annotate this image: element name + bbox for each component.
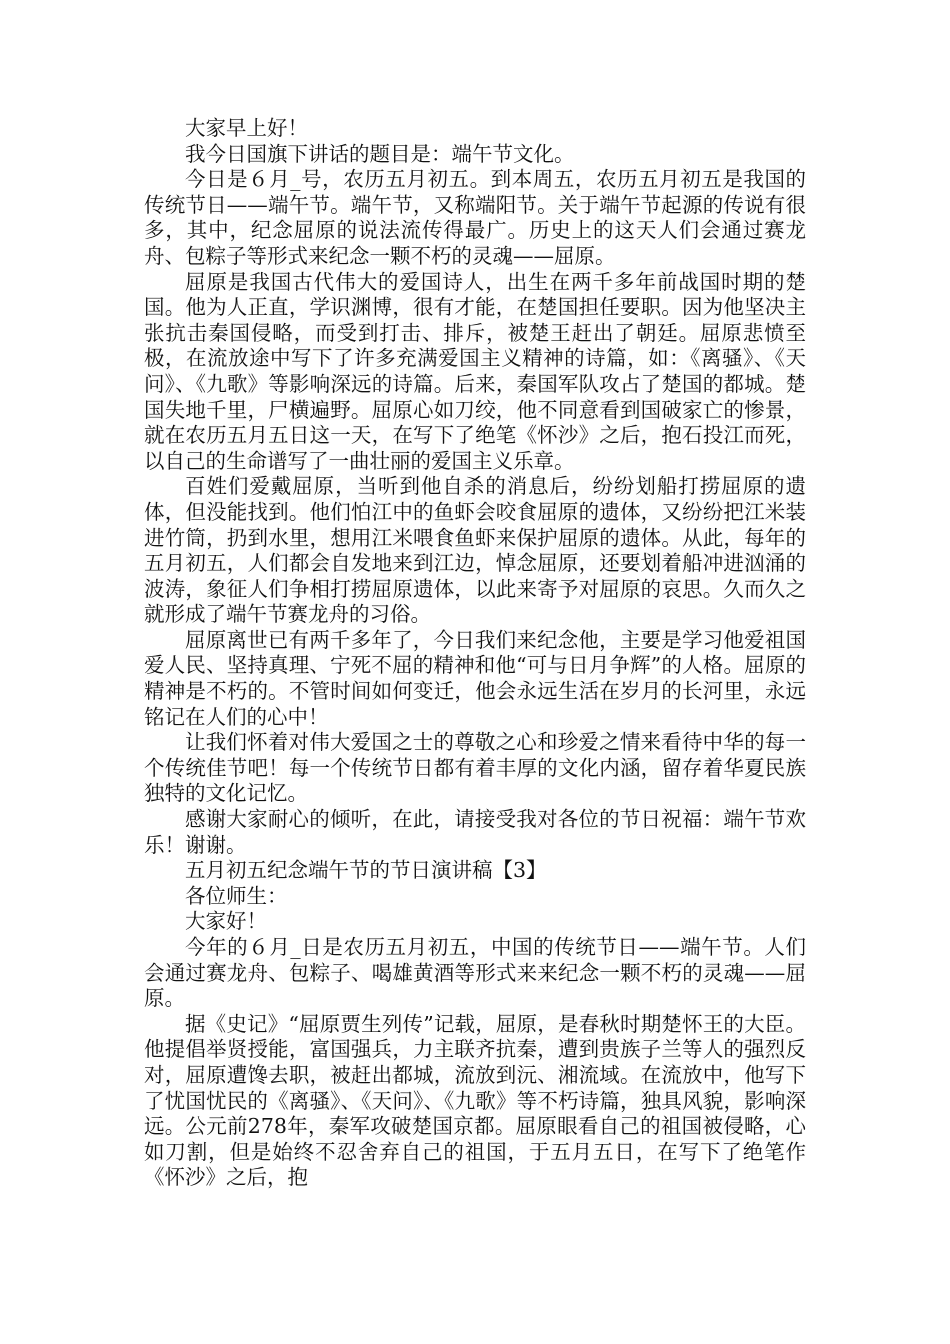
paragraph-salutation: 各位师生： — [185, 883, 288, 908]
section-heading: 五月初五纪念端午节的节日演讲稿【3】 — [185, 858, 547, 883]
paragraph-spirit: 屈原离世已有两千多年了，今日我们来纪念他，主要是学习他爱祖国爱人民、坚持真理、宁死不屈的精神和他“可与日月争辉”的人格。屈原的精神是不朽的。不管时间如何变迁，他会永远生活在岁月的长河里，永远铭记在人们的心中！ — [144, 627, 806, 729]
paragraph-festivals: 让我们怀着对伟大爱国之士的尊敬之心和珍爱之情来看待中华的每一个传统佳节吧！每一个传统节日都有着丰厚的文化内涵，留存着华夏民族独特的文化记忆。 — [144, 730, 806, 806]
paragraph-shiji: 据《史记》“屈原贾生列传”记载，屈原，是春秋时期楚怀王的大臣。他提倡举贤授能，富国强兵，力主联齐抗秦，遭到贵族子兰等人的强烈反对，屈原遭馋去职，被赶出都城，流放到沅、湘流域。在流放中，他写下了忧国忧民的《离骚》、《天问》、《九歌》等不朽诗篇，独具风貌，影响深远。公元前278年，秦军攻破楚国京都。屈原眼看自己的祖国被侵略，心如刀割，但是始终不忍舍弃自己的祖国，于五月五日，在写下了绝笔作《怀沙》之后，抱 — [144, 1011, 806, 1190]
paragraph-hello: 大家好！ — [185, 909, 267, 934]
paragraph-intro: 今日是６月_号，农历五月初五。到本周五，农历五月初五是我国的传统节日——端午节。端午节，又称端阳节。关于端午节起源的传说有很多，其中，纪念屈原的说法流传得最广。历史上的这天人们会通过赛龙舟、包粽子等形式来纪念一颗不朽的灵魂——屈原。 — [144, 167, 806, 268]
paragraph-people-mourn: 百姓们爱戴屈原，当听到他自杀的消息后，纷纷划船打捞屈原的遗体，但没能找到。他们怕江中的鱼虾会咬食屈原的遗体，又纷纷把江米装进竹筒，扔到水里，想用江米喂食鱼虾来保护屈原的遗体。从此，每年的五月初五，人们都会自发地来到江边，悼念屈原，还要划着船冲进汹涌的波涛，象征人们争相打捞屈原遗体，以此来寄予对屈原的哀思。久而久之就形成了端午节赛龙舟的习俗。 — [144, 474, 806, 627]
paragraph-topic: 我今日国旗下讲话的题目是：端午节文化。 — [185, 141, 575, 166]
paragraph-this-year: 今年的６月_日是农历五月初五，中国的传统节日——端午节。人们会通过赛龙舟、包粽子、喝雄黄酒等形式来来纪念一颗不朽的灵魂——屈原。 — [144, 935, 806, 1011]
paragraph-quyuan-poet: 屈原是我国古代伟大的爱国诗人，出生在两千多年前战国时期的楚国。他为人正直，学识渊博，很有才能，在楚国担任要职。因为他坚决主张抗击秦国侵略，而受到打击、排斥，被楚王赶出了朝廷。屈原悲愤至极，在流放途中写下了许多充满爱国主义精神的诗篇，如：《离骚》、《天问》、《九歌》等影响深远的诗篇。后来，秦国军队攻占了楚国的都城。楚国失地千里，尸横遍野。屈原心如刀绞，他不同意看到国破家亡的惨景，就在农历五月五日这一天，在写下了绝笔《怀沙》之后，抱石投江而死，以自己的生命谱写了一曲壮丽的爱国主义乐章。 — [144, 269, 806, 473]
paragraph-thanks: 感谢大家耐心的倾听，在此，请接受我对各位的节日祝福：端午节欢乐！谢谢。 — [144, 807, 806, 857]
paragraph-greeting: 大家早上好！ — [185, 116, 308, 140]
document-page — [144, 116, 806, 1191]
